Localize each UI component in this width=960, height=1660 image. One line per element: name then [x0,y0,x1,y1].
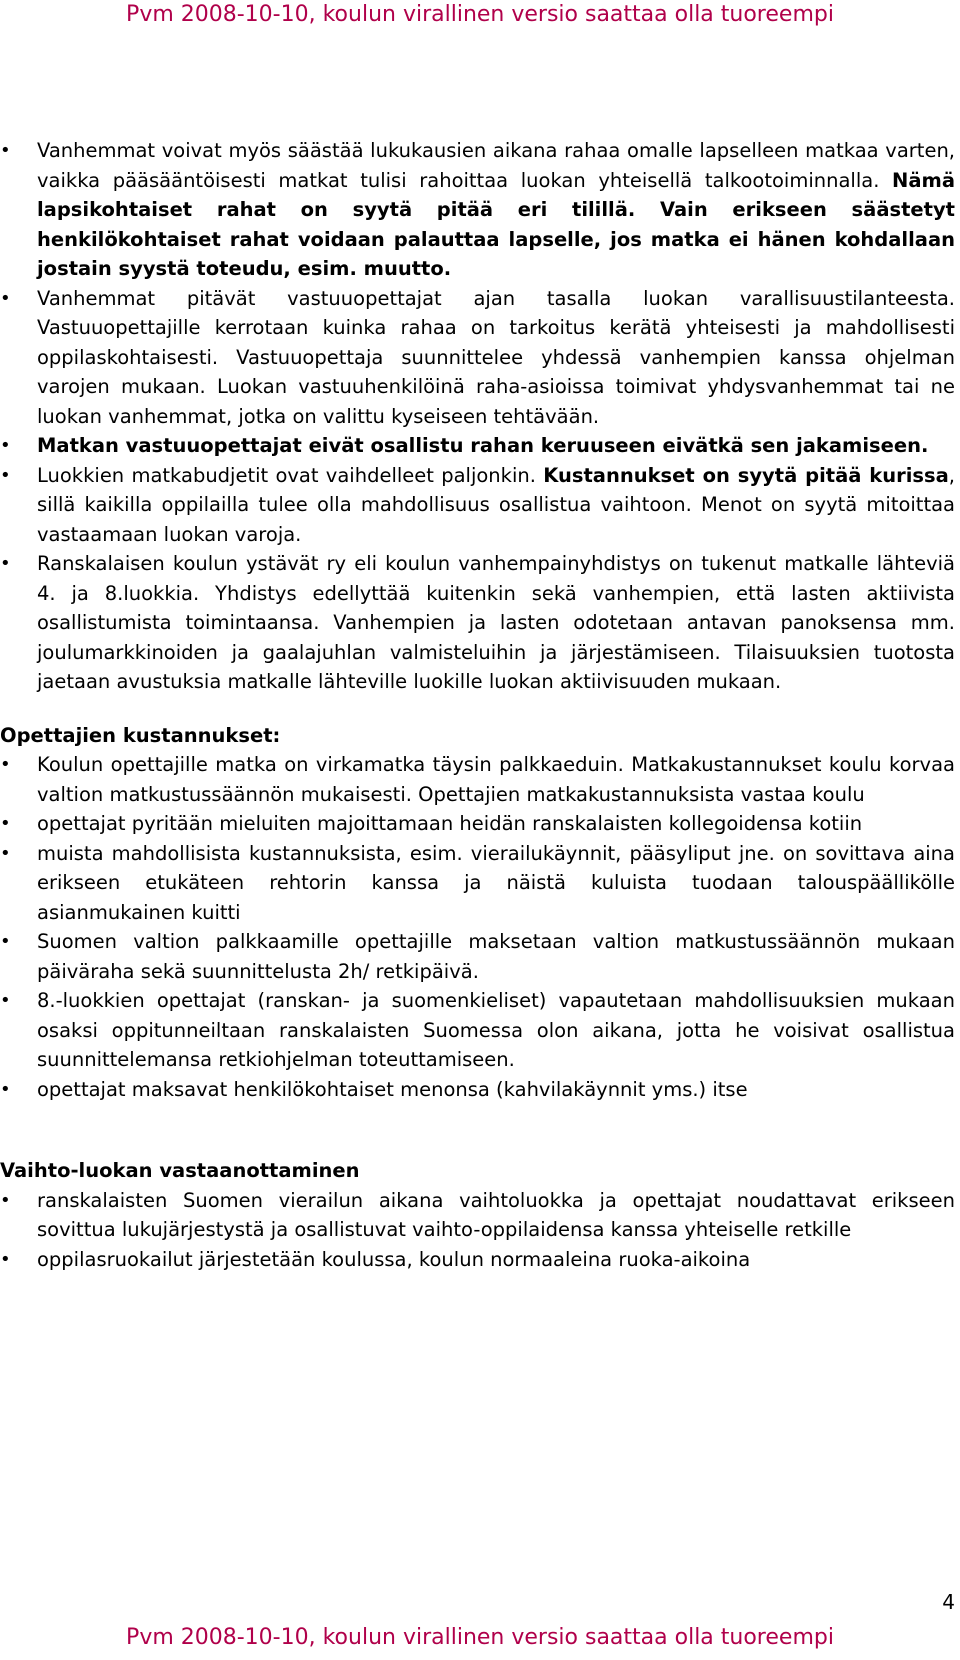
list-item: • oppilasruokailut järjestetään koulussa, koulun normaaleina ruoka-aikoina [0,1245,955,1275]
bold-text: Matkan vastuuopettajat eivät osallistu rahan keruuseen eivätkä sen jakamiseen. [37,434,929,457]
list-item: • Koulun opettajille matka on virkamatka täysin palkkaeduin. Matkakustannukset koulu korvaa valtion matkustussäännön mukaisesti. Opettajien matkakustannuksista vastaa koulu [0,750,955,809]
bold-text: Nämä lapsikohtaiset rahat on syytä pitää eri tilillä. Vain erikseen säästetyt henkilökohtaiset rahat voidaan palauttaa lapselle, jos matka ei hänen kohdallaan jostain syystä toteudu, esim. muutto. [37,168,955,280]
list-item: • 8.-luokkien opettajat (ranskan- ja suomenkieliset) vapautetaan mahdollisuuksien mukaan osaksi oppitunneiltaan ranskalaisten Suomessa olon aikana, jotta he voisivat osallistua suunnittelemansa retkiohjelman toteuttamiseen. [0,986,955,1075]
paragraph-text: Ranskalaisen koulun ystävät ry eli koulun vanhempainyhdistys on tukenut matkalle lähteviä 4. ja 8.luokkia. Yhdistys edellyttää kuitenkin sekä vanhempien, että lasten aktiivista osallistumista toimintaansa. Vanhempien ja lasten odotetaan antavan panoksensa mm. joulumarkkinoiden ja gaalajuhlan valmisteluihin ja järjestämiseen. Tilaisuuksien tuotosta jaetaan avustuksia matkalle lähteville luokille luokan aktiivisuuden mukaan. [37,552,955,693]
list-item [0,136,955,284]
paragraph-text: Luokkien matkabudjetit ovat vaihdelleet paljonkin. [37,463,544,487]
list-item [0,431,955,461]
list-item: • ranskalaisten Suomen vierailun aikana vaihtoluokka ja opettajat noudattavat erikseen sovittua lukujärjestystä ja osallistuvat vaihto-oppilaidensa kanssa yhteiselle retkille [0,1186,955,1245]
list-item: • muista mahdollisista kustannuksista, esim. vierailukäynnit, pääsyliput jne. on sovittava aina erikseen etukäteen rehtorin kanssa ja näistä kuluista tuodaan talouspäällikölle asianmukainen kuitti [0,839,955,928]
teachers-costs-list [0,750,955,1104]
section-heading-teachers: Opettajien kustannukset: [0,723,281,747]
list-item [0,284,955,432]
funding-list [0,136,955,697]
paragraph-text: Vanhemmat pitävät vastuuopettajat ajan tasalla luokan varallisuustilanteesta. Vastuuopettajille kerrotaan kuinka rahaa on tarkoitus kerätä yhteisesti ja mahdollisesti oppilaskohtaisesti. Vastuuopettaja suunnittelee yhdessä vanhempien kanssa ohjelman varojen mukaan. Luokan vastuuhenkilöinä raha-asioissa toimivat yhdysvanhemmat tai ne luokan vanhemmat, jotka on valittu kyseiseen tehtävään. [37,286,955,428]
paragraph-text: Vanhemmat voivat myös säästää lukukausien aikana rahaa omalle lapselleen matkaa varten, vaikka pääsääntöisesti matkat tulisi rahoittaa luokan yhteisellä talkootoiminnalla. [37,139,955,192]
list-item: • opettajat maksavat henkilökohtaiset menonsa (kahvilakäynnit yms.) itse [0,1075,955,1105]
list-item: • Suomen valtion palkkaamille opettajille maksetaan valtion matkustussäännön mukaan päiväraha sekä suunnittelusta 2h/ retkipäivä. [0,927,955,986]
exchange-list [0,1186,955,1275]
section-heading-exchange: Vaihto-luokan vastaanottaminen [0,1159,360,1182]
document-body [0,136,955,1274]
footer-banner: Pvm 2008-10-10, koulun virallinen versio saattaa olla tuoreempi [126,1625,834,1650]
header-banner: Pvm 2008-10-10, koulun virallinen versio saattaa olla tuoreempi [126,2,834,27]
page-number: 4 [942,1590,955,1614]
paragraph-text: , sillä kaikilla oppilailla tulee olla mahdollisuus osallistua vaihtoon. Menot on syytä mitoittaa vastaamaan luokan varoja. [37,463,955,546]
list-item [0,461,955,550]
list-item [0,549,955,697]
list-item: • opettajat pyritään mieluiten majoittamaan heidän ranskalaisten kollegoidensa kotiin [0,809,955,839]
bold-text: Kustannukset on syytä pitää kurissa [543,463,949,487]
